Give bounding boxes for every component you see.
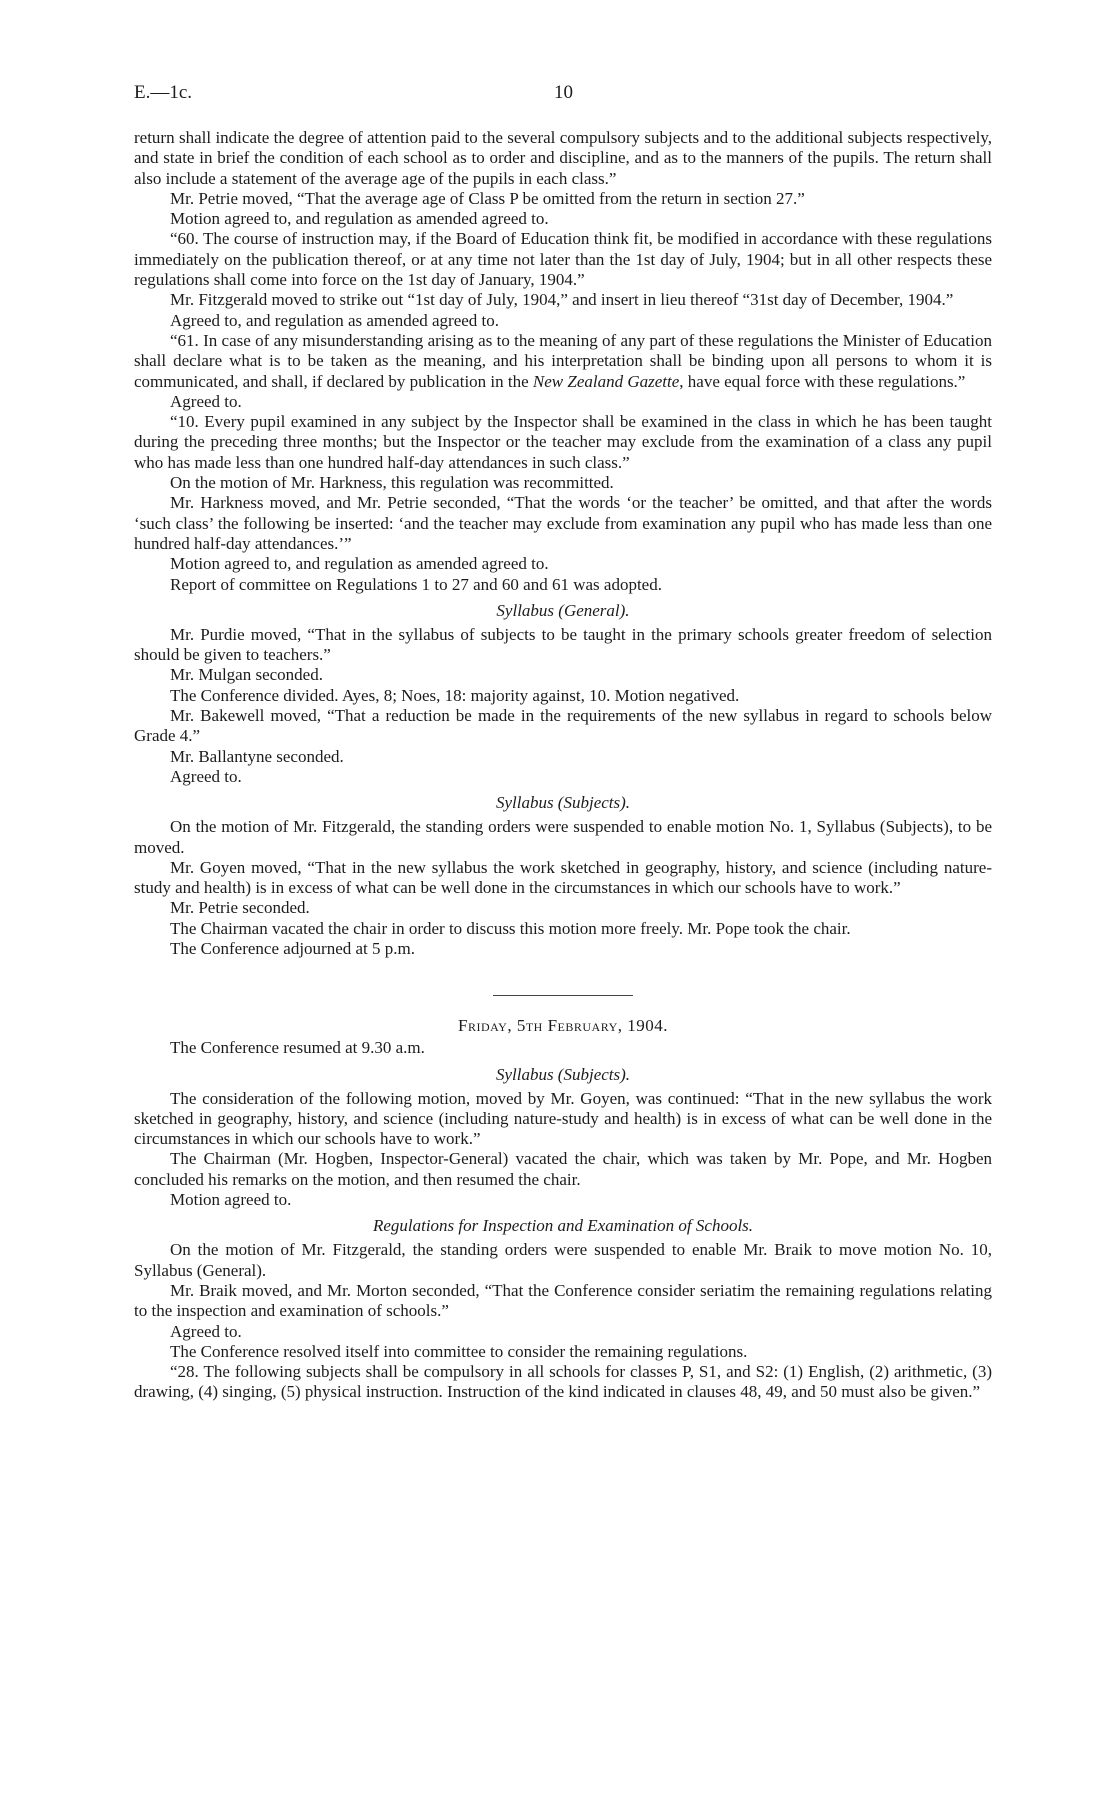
section-heading: Regulations for Inspection and Examination of Schools. (372, 1216, 754, 1236)
paragraph: Agreed to. (170, 766, 242, 786)
paragraph: Mr. Purdie moved, “That in the syllabus of subjects to be taught in the primary schools greater freedom of selection should be given to teachers.” (134, 624, 992, 665)
paragraph: Motion agreed to, and regulation as amended agreed to. (170, 554, 549, 574)
paragraph: “10. Every pupil examined in any subject by the Inspector shall be examined in the class in which he has been taught during the preceding three months; but the Inspector or the teacher may exclude from the examination of a class any pupil who has made less than one hundred half-day attendances in such class.” (134, 412, 992, 472)
paragraph: Mr. Harkness moved, and Mr. Petrie seconded, “That the words ‘or the teacher’ be omitted, and that after the words ‘such class’ the following be inserted: ‘and the teacher may exclude from examination any pupil who has made less than one hundred half-day attendances.’” (134, 493, 992, 553)
paragraph: Agreed to. (170, 391, 242, 411)
page-header (134, 82, 992, 106)
page-number: 10 (554, 82, 573, 103)
paragraph: Agreed to, and regulation as amended agreed to. (170, 310, 500, 330)
paragraph: The Conference adjourned at 5 p.m. (170, 938, 415, 958)
paragraph: Mr. Petrie moved, “That the average age of Class P be omitted from the return in section 27.” (170, 188, 805, 208)
paragraph: Mr. Goyen moved, “That in the new syllabus the work sketched in geography, history, and science (including nature-study and health) is in excess of what can be well done in the circumstances in which our schools have to work.” (134, 857, 992, 898)
paragraph: The Conference resumed at 9.30 a.m. (170, 1038, 425, 1058)
paragraph: On the motion of Mr. Harkness, this regulation was recommitted. (170, 473, 614, 493)
paragraph: return shall indicate the degree of attention paid to the several compulsory subjects and to the additional subjects respectively, and state in brief the condition of each school as to order and discipline, and as to the manners of the pupils. The return shall also include a statement of the average age of the pupils in each class.” (134, 128, 992, 188)
section-divider (493, 995, 633, 996)
paragraph: Motion agreed to, and regulation as amended agreed to. (170, 209, 549, 229)
paragraph: The Chairman (Mr. Hogben, Inspector-General) vacated the chair, which was taken by Mr. Pope, and Mr. Hogben concluded his remarks on the motion, and then resumed the chair. (134, 1149, 992, 1189)
paragraph: The Conference resolved itself into committee to consider the remaining regulations. (170, 1341, 748, 1361)
session-date: Friday, 5th February, 1904. (458, 1016, 668, 1036)
paragraph: The Conference divided. Ayes, 8; Noes, 18: majority against, 10. Motion negatived. (170, 685, 740, 705)
section-heading: Syllabus (Subjects). (495, 1064, 631, 1084)
text-run: , have equal force with these regulations.” (679, 371, 966, 391)
paragraph: The consideration of the following motion, moved by Mr. Goyen, was continued: “That in the new syllabus the work sketched in geography, history, and science (including nature-study and health) is in excess of what can be well done in the circumstances in which our schools have to work.” (134, 1088, 992, 1149)
paragraph: Mr. Fitzgerald moved to strike out “1st day of July, 1904,” and insert in lieu thereof “31st day of December, 1904.” (170, 290, 954, 310)
paragraph: Mr. Bakewell moved, “That a reduction be made in the requirements of the new syllabus in regard to schools below Grade 4.” (134, 706, 992, 746)
section-heading: Syllabus (Subjects). (495, 793, 631, 813)
document-code: E.—1c. (134, 82, 193, 103)
paragraph: Mr. Ballantyne seconded. (170, 746, 344, 766)
document-body (134, 128, 992, 1403)
paragraph: Mr. Mulgan seconded. (170, 665, 323, 685)
paragraph (134, 331, 992, 392)
paragraph: “28. The following subjects shall be compulsory in all schools for classes P, S1, and S2: (1) English, (2) arithmetic, (3) drawing, (4) singing, (5) physical instruction. Instruction of the kind indicated in clauses 48, 49, and 50 must also be given.” (134, 1362, 992, 1402)
text-run: “61. In case of any misunderstanding arising as to the meaning of any part of these regulations the Minister of Education shall declare what is to be taken as the meaning, and his interpretation shall be binding upon all persons to whom it is communicated, and shall, if declared by publication in the (134, 330, 992, 391)
paragraph: “60. The course of instruction may, if the Board of Education think fit, be modified in accordance with these regulations immediately on the publication thereof, or at any time not later than the 1st day of July, 1904; but in all other respects these regulations shall come into force on the 1st day of January, 1904.” (134, 229, 992, 290)
paragraph: The Chairman vacated the chair in order to discuss this motion more freely. Mr. Pope took the chair. (170, 918, 851, 938)
section-heading: Syllabus (General). (496, 600, 630, 620)
paragraph: Mr. Petrie seconded. (170, 898, 310, 918)
paragraph: On the motion of Mr. Fitzgerald, the standing orders were suspended to enable motion No. 1, Syllabus (Subjects), to be moved. (134, 817, 992, 857)
paragraph: On the motion of Mr. Fitzgerald, the standing orders were suspended to enable Mr. Braik to move motion No. 10, Syllabus (General). (134, 1240, 992, 1280)
italic-title: New Zealand Gazette (532, 371, 680, 391)
paragraph: Report of committee on Regulations 1 to 27 and 60 and 61 was adopted. (170, 574, 662, 594)
paragraph: Motion agreed to. (170, 1190, 292, 1210)
paragraph: Agreed to. (170, 1321, 242, 1341)
paragraph: Mr. Braik moved, and Mr. Morton seconded, “That the Conference consider seriatim the remaining regulations relating to the inspection and examination of schools.” (134, 1280, 992, 1321)
